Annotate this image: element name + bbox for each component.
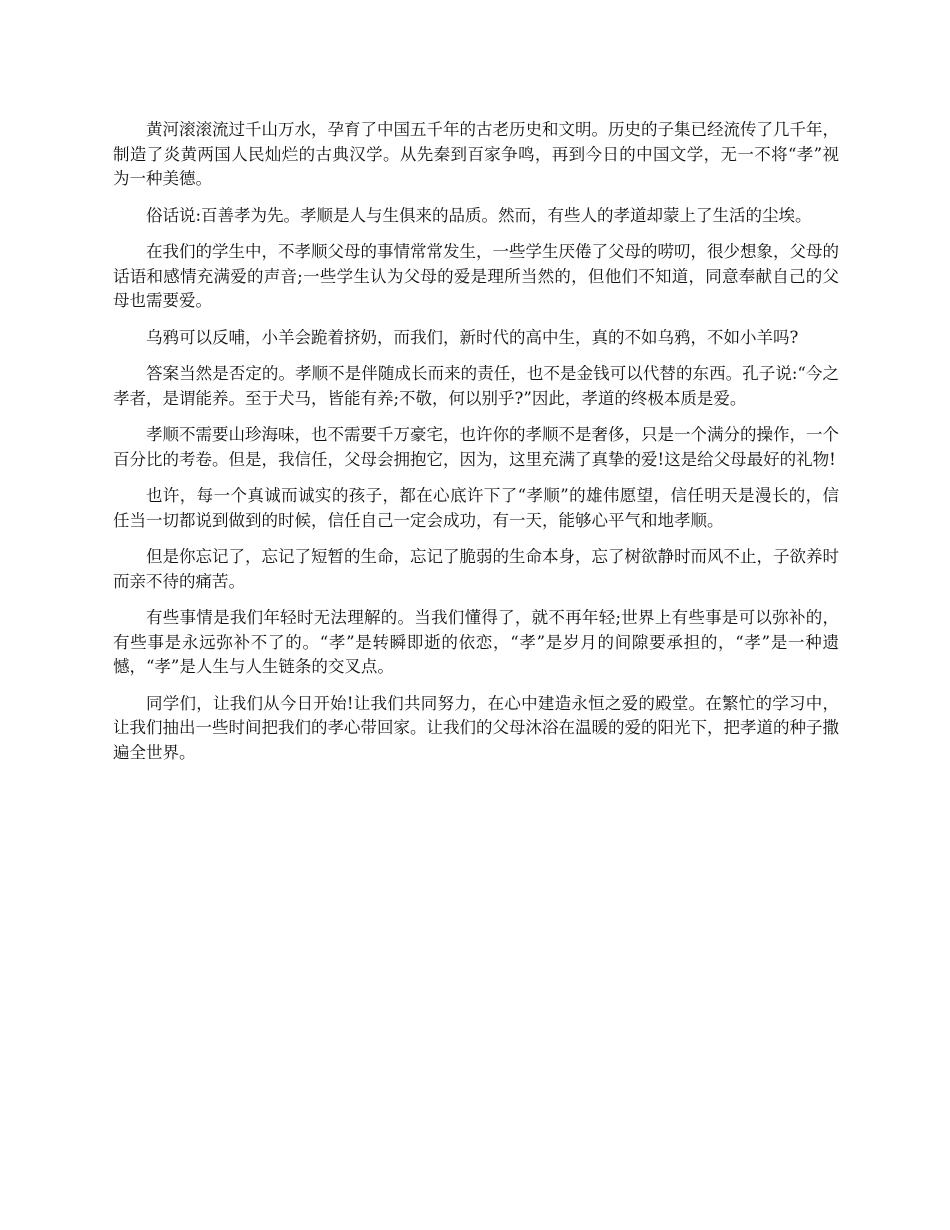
paragraph-4: 乌鸦可以反哺，小羊会跪着挤奶，而我们，新时代的高中生，真的不如乌鸦，不如小羊吗? — [146, 327, 799, 347]
paragraph-6: 孝顺不需要山珍海味，也不需要千万豪宅，也许你的孝顺不是奢侈，只是一个满分的操作，一个百分比的考卷。但是，我信任，父母会拥抱它，因为，这里充满了真挚的爱!这是给父母最好的礼物! — [113, 425, 839, 469]
paragraph-7: 也许，每一个真诚而诚实的孩子，都在心底许下了“孝顺”的雄伟愿望，信任明天是漫长的，信任当一切都说到做到的时候，信任自己一定会成功，有一天，能够心平气和地孝顺。 — [113, 486, 839, 530]
paragraph-1: 黄河滚滚流过千山万水，孕育了中国五千年的古老历史和文明。历史的子集已经流传了几千年，制造了炎黄两国人民灿烂的古典汉学。从先秦到百家争鸣，再到今日的中国文学，无一不将“孝”视为一种美德。 — [113, 120, 839, 188]
paragraph-10: 同学们，让我们从今日开始!让我们共同努力，在心中建造永恒之爱的殿堂。在繁忙的学习中，让我们抽出一些时间把我们的孝心带回家。让我们的父母沐浴在温暖的爱的阳光下，把孝道的种子撒遍全世界。 — [113, 693, 839, 762]
document-body — [113, 118, 839, 777]
paragraph-2: 俗话说:百善孝为先。孝顺是人与生俱来的品质。然而，有些人的孝道却蒙上了生活的尘埃。 — [146, 205, 812, 225]
paragraph-3: 在我们的学生中，不孝顺父母的事情常常发生，一些学生厌倦了父母的唠叨，很少想象，父母的话语和感情充满爱的声音;一些学生认为父母的爱是理所当然的，但他们不知道，同意奉献自己的父母也需要爱。 — [113, 242, 839, 310]
paragraph-9: 有些事情是我们年轻时无法理解的。当我们懂得了，就不再年轻;世界上有些事是可以弥补的，有些事是永远弥补不了的。“孝”是转瞬即逝的依恋，“孝”是岁月的间隙要承担的，“孝”是一种遗憾，“孝”是人生与人生链条的交叉点。 — [113, 608, 839, 676]
paragraph-5: 答案当然是否定的。孝顺不是伴随成长而来的责任，也不是金钱可以代替的东西。孔子说:“今之孝者，是谓能养。至于犬马，皆能有养;不敬，何以别乎?”因此，孝道的终极本质是爱。 — [113, 364, 839, 408]
paragraph-8: 但是你忘记了，忘记了短暂的生命，忘记了脆弱的生命本身，忘了树欲静时而风不止，子欲养时而亲不待的痛苦。 — [113, 547, 839, 591]
